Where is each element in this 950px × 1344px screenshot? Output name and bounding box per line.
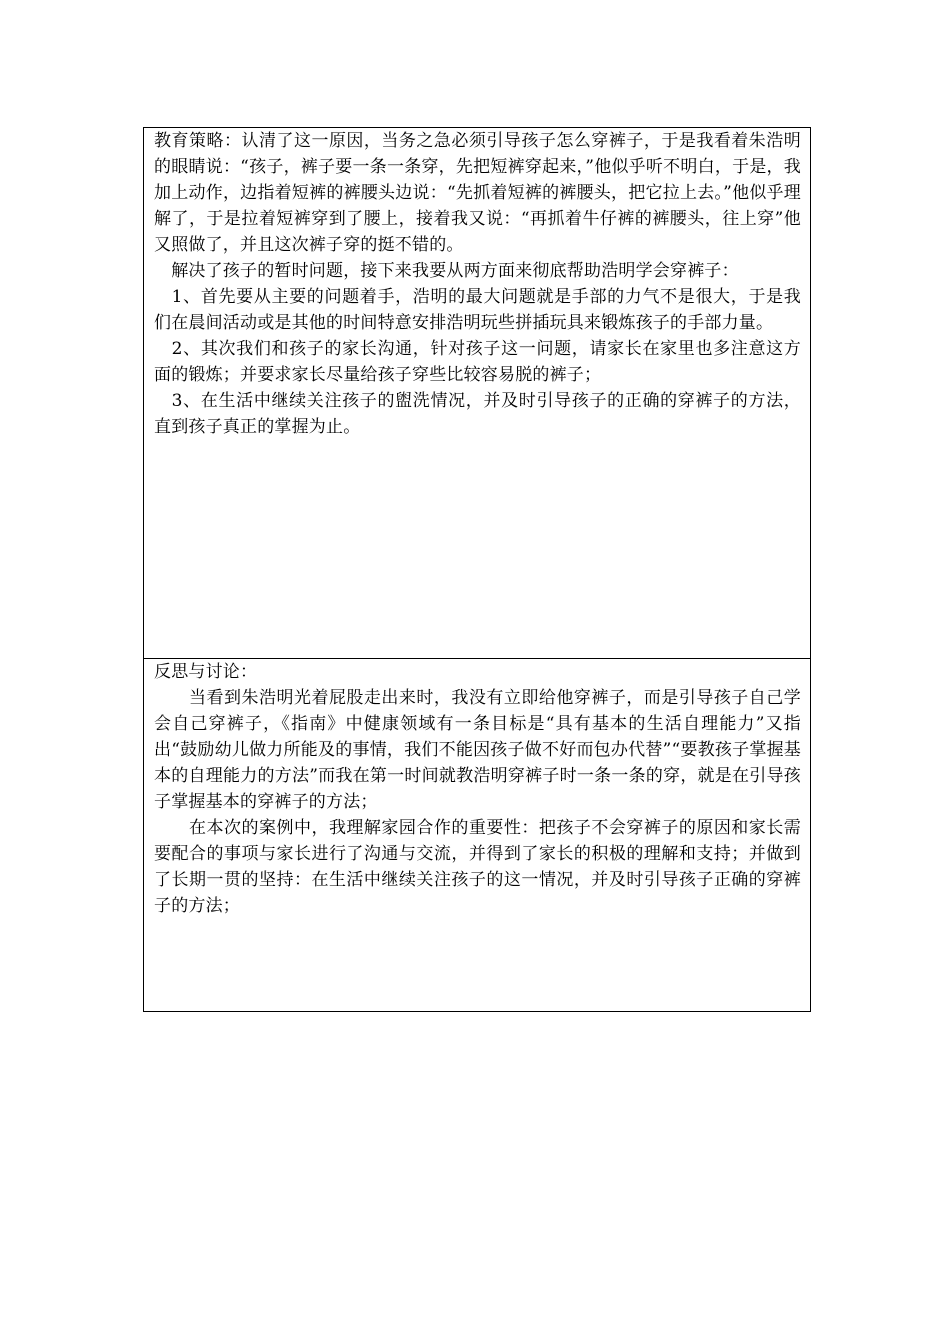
- reflection-paragraph: 当看到朱浩明光着屁股走出来时，我没有立即给他穿裤子，而是引导孩子自己学会自己穿裤子，《指南》中健康领域有一条目标是“具有基本的生活自理能力”又指出“鼓励幼儿做力所能及的事情，我们不能因孩子做不好而包办代替”“要教孩子掌握基本的自理能力的方法”而我在第一时间就教浩明穿裤子时一条一条的穿，就是在引导孩子掌握基本的穿裤子的方法；: [154, 688, 801, 812]
- reflection-heading: 反思与讨论：: [154, 662, 258, 682]
- strategy-paragraph: 1、首先要从主要的问题着手，浩明的最大问题就是手部的力气不是很大，于是我们在晨间活动或是其他的时间特意安排浩明玩些拼插玩具来锻炼孩子的手部力量。: [154, 287, 801, 333]
- strategy-paragraph: 2、其次我们和孩子的家长沟通，针对孩子这一问题，请家长在家里也多注意这方面的锻炼；并要求家长尽量给孩子穿些比较容易脱的裤子；: [154, 339, 801, 385]
- document-table: [143, 127, 811, 1012]
- reflection-paragraph: 在本次的案例中，我理解家园合作的重要性：把孩子不会穿裤子的原因和家长需要配合的事项与家长进行了沟通与交流，并得到了家长的积极的理解和支持；并做到了长期一贯的坚持：在生活中继续关注孩子的这一情况，并及时引导孩子正确的穿裤子的方法；: [154, 818, 801, 916]
- reflection-cell: [144, 659, 810, 1011]
- strategy-paragraph: 教育策略：认清了这一原因，当务之急必须引导孩子怎么穿裤子，于是我看着朱浩明的眼睛说：“孩子，裤子要一条一条穿，先把短裤穿起来，”他似乎听不明白，于是，我加上动作，边指着短裤的裤腰头边说：“先抓着短裤的裤腰头，把它拉上去。”他似乎理解了，于是拉着短裤穿到了腰上，接着我又说：“再抓着牛仔裤的裤腰头，往上穿”他又照做了，并且这次裤子穿的挺不错的。: [154, 131, 801, 255]
- strategy-paragraph: 3、在生活中继续关注孩子的盥洗情况，并及时引导孩子的正确的穿裤子的方法，直到孩子真正的掌握为止。: [154, 391, 801, 437]
- strategy-cell: [144, 128, 810, 659]
- strategy-paragraph: 解决了孩子的暂时问题，接下来我要从两方面来彻底帮助浩明学会穿裤子：: [154, 261, 739, 281]
